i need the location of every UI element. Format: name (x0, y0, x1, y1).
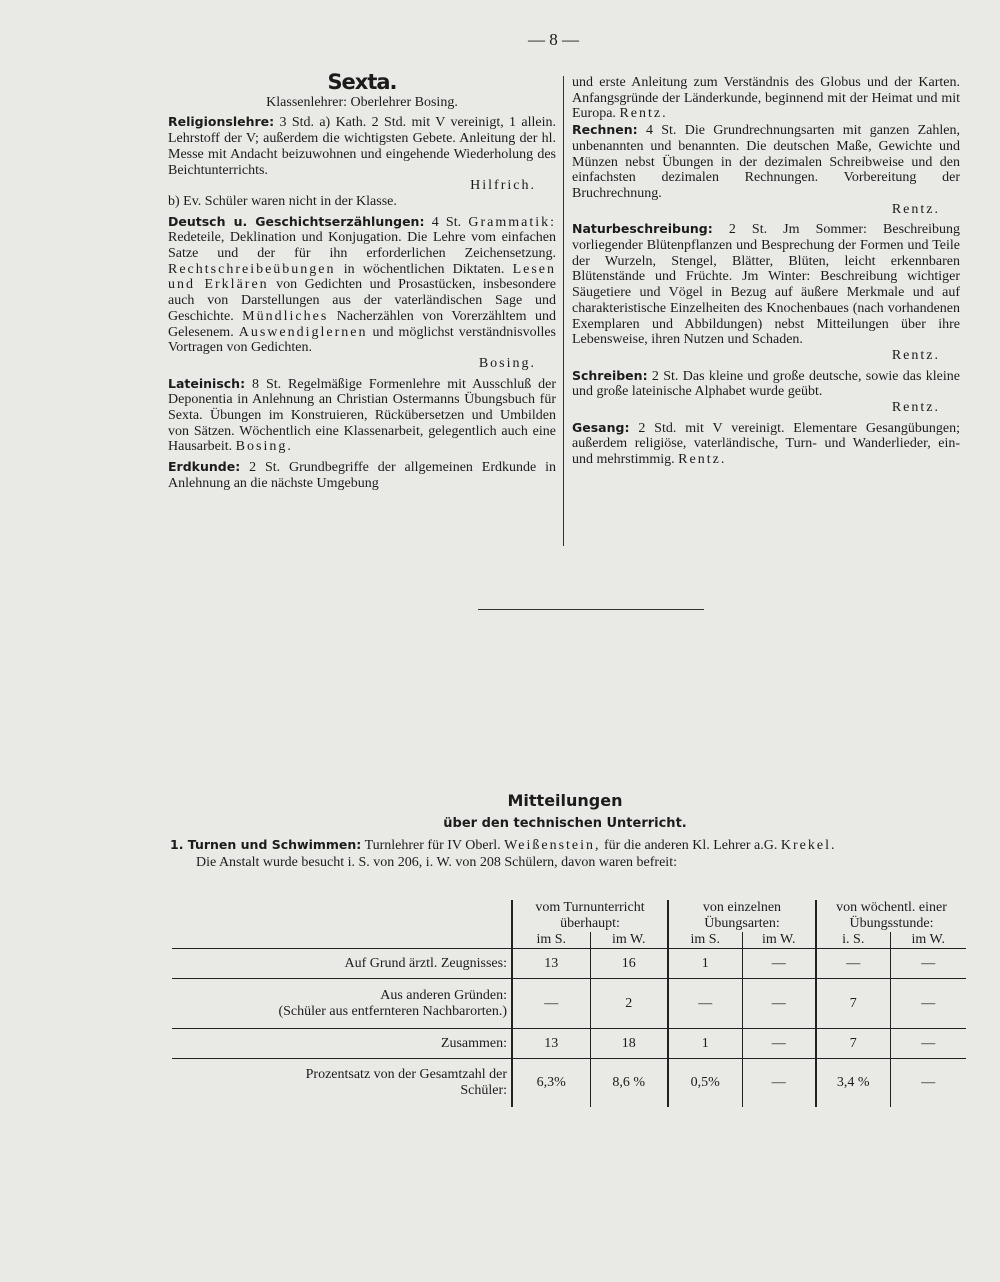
religion-signature: Hilfrich. (470, 178, 536, 194)
religion-section (168, 114, 556, 178)
exemption-table (172, 900, 966, 1107)
header-group-uebungsstunde: von wöchentl. einer Übungsstunde: (816, 900, 966, 932)
mitteilungen-title: Mitteilungen (507, 791, 623, 810)
cell: — (742, 1029, 816, 1059)
natur-text: 2 St. Jm Sommer: Beschreibung vorliegender Blütenpflanzen und Besprechung der Formen und Teile der Wurzeln, Stengel, Blätter, Blüten, leicht erkennbaren Blütenstände und Früchte. Jm Winter: Beschreibung wichtiger Säugetiere und Vögel in Bezug auf äußere Merkmale und auf charakteristische Einzelheiten des Knochenbaues (nach vorhandenen Exemplaren und Abbildungen) nebst Mitteilungen über ihre Lebensweise, ihren Nutzen und Schaden. (572, 222, 961, 348)
schreiben-signature: Rentz. (891, 400, 940, 416)
latein-signature: Bosing. (235, 439, 293, 455)
header-sommer-1: im S. (512, 932, 590, 949)
header-group-turnunterricht: vom Turnunterricht überhaupt: (512, 900, 668, 932)
erdkunde-cont-text: und erste Anleitung zum Verständnis des Globus und der Karten. Anfangsgründe der Länderkunde, beginnend mit der Heimat und mit Europa. (572, 75, 960, 122)
right-column (572, 75, 960, 468)
latein-section (168, 376, 556, 456)
deutsch-hours: 4 St. (431, 214, 462, 230)
cell: — (742, 979, 816, 1029)
rechnen-heading: Rechnen: (572, 122, 638, 138)
header-group-uebungsarten: von einzelnen Übungsarten: (668, 900, 816, 932)
schreiben-section (572, 368, 960, 400)
header-sommer-3: i. S. (816, 932, 890, 949)
header-sommer-2: im S. (668, 932, 742, 949)
cell: — (816, 949, 890, 979)
erdkunde-section (168, 459, 556, 491)
row-label-line-2: (Schüler aus entfernteren Nachbarorten.) (278, 1003, 507, 1019)
cell: — (890, 1059, 966, 1107)
cell: 8,6 % (590, 1059, 668, 1107)
cell: 18 (590, 1029, 668, 1059)
gesang-text: 2 Std. mit V vereinigt. Elementare Gesangübungen; außerdem religiöse, vaterländische, Turn- und Wanderlieder, ein- und mehrstimmig. (572, 420, 960, 468)
cell: — (890, 949, 966, 979)
turnen-text-a: Turnlehrer für IV Oberl. (364, 838, 501, 853)
row-label-line-1: Aus anderen Gründen: (380, 987, 507, 1003)
religion-heading: Religionslehre: (168, 114, 275, 130)
natur-section (572, 221, 960, 348)
deutsch-heading: Deutsch u. Geschichtserzählungen: (168, 213, 425, 229)
schreiben-text: 2 St. Das kleine und große deutsche, sowie das kleine und große lateinische Alphabet wurde geübt. (572, 368, 960, 400)
cell: — (512, 979, 590, 1029)
cell: — (890, 1029, 966, 1059)
latein-text: 8 St. Regelmäßige Formenlehre mit Ausschluß der Deponentia in Anlehnung an Christian Ostermanns Übungsbuch für Sexta. Übungen im Konstruieren, Rückübersetzen und Umbilden von Sätzen. Wöchentlich eine Klassenarbeit, gelegentlich auch eine Hausarbeit. (168, 376, 557, 455)
deutsch-text-b: in wöchentlichen Diktaten. (343, 261, 505, 277)
natur-heading: Naturbeschreibung: (572, 221, 713, 237)
cell: 6,3% (512, 1059, 590, 1107)
gesang-signature: Rentz. (678, 452, 727, 468)
rechnen-section (572, 122, 960, 202)
section-divider (478, 609, 704, 610)
besuch-line: Die Anstalt wurde besucht i. S. von 206, i. W. von 208 Schülern, davon waren befreit: (196, 855, 677, 870)
deutsch-text-e: und möglichst verständnisvolles Vortragen von Gedichten. (168, 324, 557, 356)
deutsch-section (168, 214, 556, 356)
latein-heading: Lateinisch: (168, 375, 246, 391)
row-label: Auf Grund ärztl. Zeugnisses: (344, 955, 507, 971)
column-divider (563, 76, 564, 546)
row-label-line-1: Prozentsatz von der Gesamtzahl der (305, 1066, 507, 1082)
table-row (172, 1059, 966, 1107)
rechnen-text: 4 St. Die Grundrechnungsarten mit ganzen Zahlen, unbenannten und benannten. Die deutschen Maße, Gewichte und Münzen nebst Übungen in der dezimalen Schreibweise und den einfachsten dezimalen Rechnungen. Vorbereitung der Bruchrechnung. (572, 123, 961, 201)
deutsch-lesen: Lesen und Erklären (168, 261, 556, 293)
cell: 1 (668, 1029, 742, 1059)
cell: 2 (590, 979, 668, 1029)
natur-signature: Rentz. (891, 347, 940, 363)
table-row (172, 1029, 966, 1059)
class-title: Sexta. (327, 70, 397, 94)
cell: — (668, 979, 742, 1029)
cell: 1 (668, 949, 742, 979)
deutsch-text-c: von Gedichten und Prosastücken, insbesondere auch von Darstellungen aus der vaterländischen Sage und Geschichte. (168, 277, 557, 324)
deutsch-auswendig: Auswendiglernen (238, 324, 368, 340)
cell: — (742, 949, 816, 979)
cell: 3,4 % (816, 1059, 890, 1107)
erdkunde-signature: Rentz. (619, 106, 668, 122)
cell: 16 (590, 949, 668, 979)
cell: 0,5% (668, 1059, 742, 1107)
turnen-text-b: für die anderen Kl. Lehrer a.G. (604, 838, 778, 853)
turnen-heading: 1. Turnen und Schwimmen: (170, 837, 362, 852)
class-teacher: Klassenlehrer: Oberlehrer Bosing. (266, 94, 458, 110)
left-column (168, 70, 557, 492)
deutsch-signature: Bosing. (478, 355, 536, 371)
header-winter-3: im W. (890, 932, 966, 949)
cell: 7 (816, 1029, 890, 1059)
page-number: — 8 — (528, 30, 579, 49)
row-label-line-2: Schüler: (460, 1082, 507, 1098)
table-row (172, 949, 966, 979)
turnen-teacher-1: Weißenstein, (504, 838, 601, 853)
cell: — (742, 1059, 816, 1107)
religion-ev: b) Ev. Schüler waren nicht in der Klasse. (168, 193, 397, 209)
gesang-heading: Gesang: (572, 419, 630, 435)
religion-text: 3 Std. a) Kath. 2 Std. mit V vereinigt, 1 allein. Lehrstoff der V; außerdem die wichtigsten Gebete. Anleitung der hl. Messe mit Andacht beizuwohnen und eingehende Wiederholung des Beichtunterrichts. (168, 115, 556, 178)
mitteilungen-section (170, 792, 960, 871)
deutsch-rechtschreib: Rechtschreibeübungen (168, 261, 336, 277)
row-label (172, 979, 512, 1029)
schreiben-heading: Schreiben: (572, 367, 648, 383)
cell: — (890, 979, 966, 1029)
table-row (172, 979, 966, 1029)
rechnen-signature: Rentz. (891, 201, 940, 217)
cell: 13 (512, 1029, 590, 1059)
mitteilungen-subtitle: über den technischen Unterricht. (443, 816, 687, 831)
header-winter-1: im W. (590, 932, 668, 949)
turnen-line (170, 836, 960, 854)
deutsch-muendlich: Mündliches (242, 308, 329, 324)
row-label (172, 1059, 512, 1107)
deutsch-text-d: Nacherzählen von Vorerzähltem und Gelesenem. (168, 308, 556, 340)
erdkunde-text: 2 St. Grundbegriffe der allgemeinen Erdkunde in Anlehnung an die nächste Umgebung (168, 460, 557, 491)
erdkunde-continued (572, 75, 960, 122)
deutsch-grammatik: Grammatik: (468, 214, 556, 230)
erdkunde-heading: Erdkunde: (168, 459, 241, 475)
gesang-section (572, 420, 960, 468)
cell: 7 (816, 979, 890, 1029)
deutsch-text-a: Redeteile, Deklination und Konjugation. Die Lehre vom einfachen Satze und der für ihn erforderlichen Zeichensetzung. (168, 230, 556, 262)
cell: 13 (512, 949, 590, 979)
header-winter-2: im W. (742, 932, 816, 949)
turnen-teacher-2: Krekel. (780, 838, 837, 853)
row-label: Zusammen: (440, 1035, 507, 1051)
